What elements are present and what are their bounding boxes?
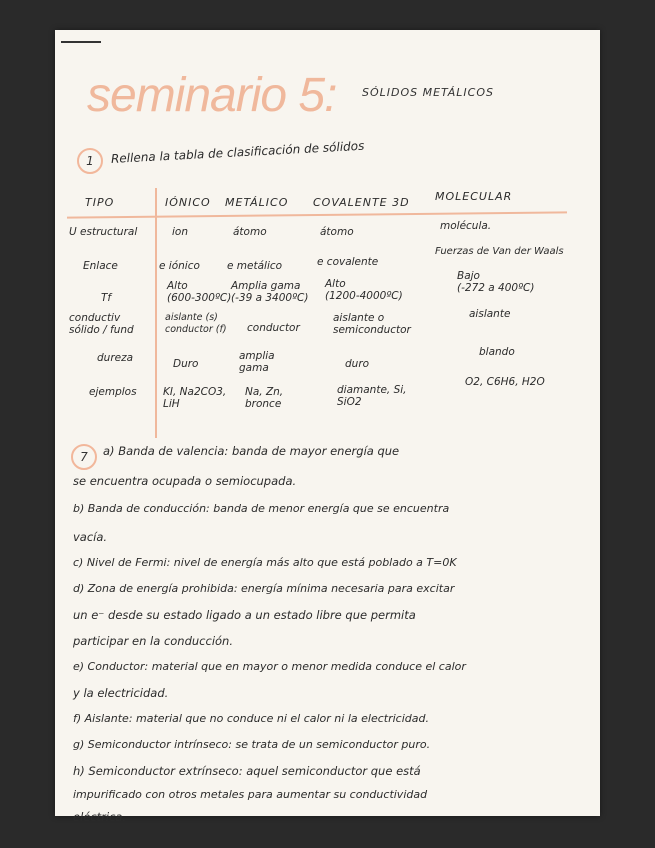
cell-covalente: duro	[345, 358, 370, 370]
cell-molecular: Fuerzas de Van der Waals	[435, 246, 564, 257]
cell-molecular: molécula.	[440, 220, 492, 232]
cell-ionico: aislante (s) conductor (f)	[165, 312, 227, 335]
cell-molecular: blando	[479, 346, 515, 358]
answer-line: vacía.	[73, 530, 108, 544]
table-vertical-line	[155, 188, 157, 438]
cell-metalico: Na, Zn, bronce	[245, 386, 284, 410]
answer-line: participar en la conducción.	[73, 634, 234, 648]
question-1-prompt: Rellena la tabla de clasificación de sólidos	[110, 138, 365, 166]
answer-line: se encuentra ocupada o semiocupada.	[73, 474, 297, 488]
answer-line: impurificado con otros metales para aumentar su conductividad	[73, 788, 428, 801]
answer-line: g) Semiconductor intrínseco: se trata de un semiconductor puro.	[73, 738, 431, 751]
cell-ionico: Alto (600-300ºC)	[167, 280, 232, 304]
answer-line: c) Nivel de Fermi: nivel de energía más alto que está poblado a T=0K	[73, 556, 457, 569]
cell-ionico: ion	[172, 226, 188, 238]
cell-metalico: átomo	[233, 226, 267, 238]
col-header-tipo: TIPO	[85, 196, 115, 209]
cell-molecular: aislante	[469, 308, 511, 320]
answer-line: a) Banda de valencia: banda de mayor energía que	[103, 444, 400, 458]
page-title: seminario 5:	[87, 69, 337, 122]
answer-line: e) Conductor: material que en mayor o menor medida conduce el calor	[73, 660, 466, 673]
cell-covalente: Alto (1200-4000ºC)	[325, 278, 403, 302]
top-dash	[61, 41, 101, 43]
cell-covalente: e covalente	[317, 256, 379, 268]
answer-line: y la electricidad.	[73, 686, 169, 700]
answer-line: h) Semiconductor extrínseco: aquel semiconductor que está	[73, 764, 421, 778]
answer-line: f) Aislante: material que no conduce ni el calor ni la electricidad.	[73, 712, 429, 725]
answer-line: b) Banda de conducción: banda de menor energía que se encuentra	[73, 502, 450, 515]
row-label-tf: Tf	[101, 292, 112, 304]
col-header-metalico: METÁLICO	[225, 196, 289, 209]
row-label-estructural: U estructural	[69, 226, 138, 238]
row-label-conductividad: conductiv sólido / fund	[69, 312, 134, 336]
cell-metalico: e metálico	[227, 260, 283, 272]
cell-covalente: aislante o semiconductor	[333, 312, 411, 336]
row-label-dureza: dureza	[97, 352, 134, 364]
row-label-ejemplos: ejemplos	[89, 386, 137, 398]
col-header-ionico: IÓNICO	[165, 196, 211, 209]
cell-ionico: KI, Na2CO3, LiH	[163, 386, 227, 410]
cell-metalico: amplia gama	[239, 350, 275, 374]
cell-molecular: O2, C6H6, H2O	[465, 376, 545, 388]
answer-line: eléctrica.	[73, 810, 127, 824]
col-header-molecular: MOLECULAR	[435, 190, 513, 203]
cell-ionico: Duro	[173, 358, 199, 370]
answer-line: un e⁻ desde su estado ligado a un estado libre que permita	[73, 608, 416, 622]
cell-covalente: diamante, Si, SiO2	[337, 384, 407, 408]
question-1-number: 1	[77, 148, 103, 174]
question-7-number: 7	[71, 444, 97, 470]
cell-ionico: e iónico	[159, 260, 200, 272]
cell-covalente: átomo	[320, 226, 354, 238]
page-subtitle: SÓLIDOS METÁLICOS	[362, 86, 494, 99]
cell-metalico: conductor	[247, 322, 300, 334]
cell-metalico: Amplia gama (-39 a 3400ºC)	[231, 280, 309, 304]
cell-molecular: Bajo (-272 a 400ºC)	[457, 270, 535, 294]
table-horizontal-line	[67, 211, 567, 218]
col-header-covalente: COVALENTE 3D	[313, 196, 410, 209]
notebook-page	[55, 30, 600, 824]
answer-line: d) Zona de energía prohibida: energía mínima necesaria para excitar	[73, 582, 455, 595]
row-label-enlace: Enlace	[83, 260, 118, 272]
